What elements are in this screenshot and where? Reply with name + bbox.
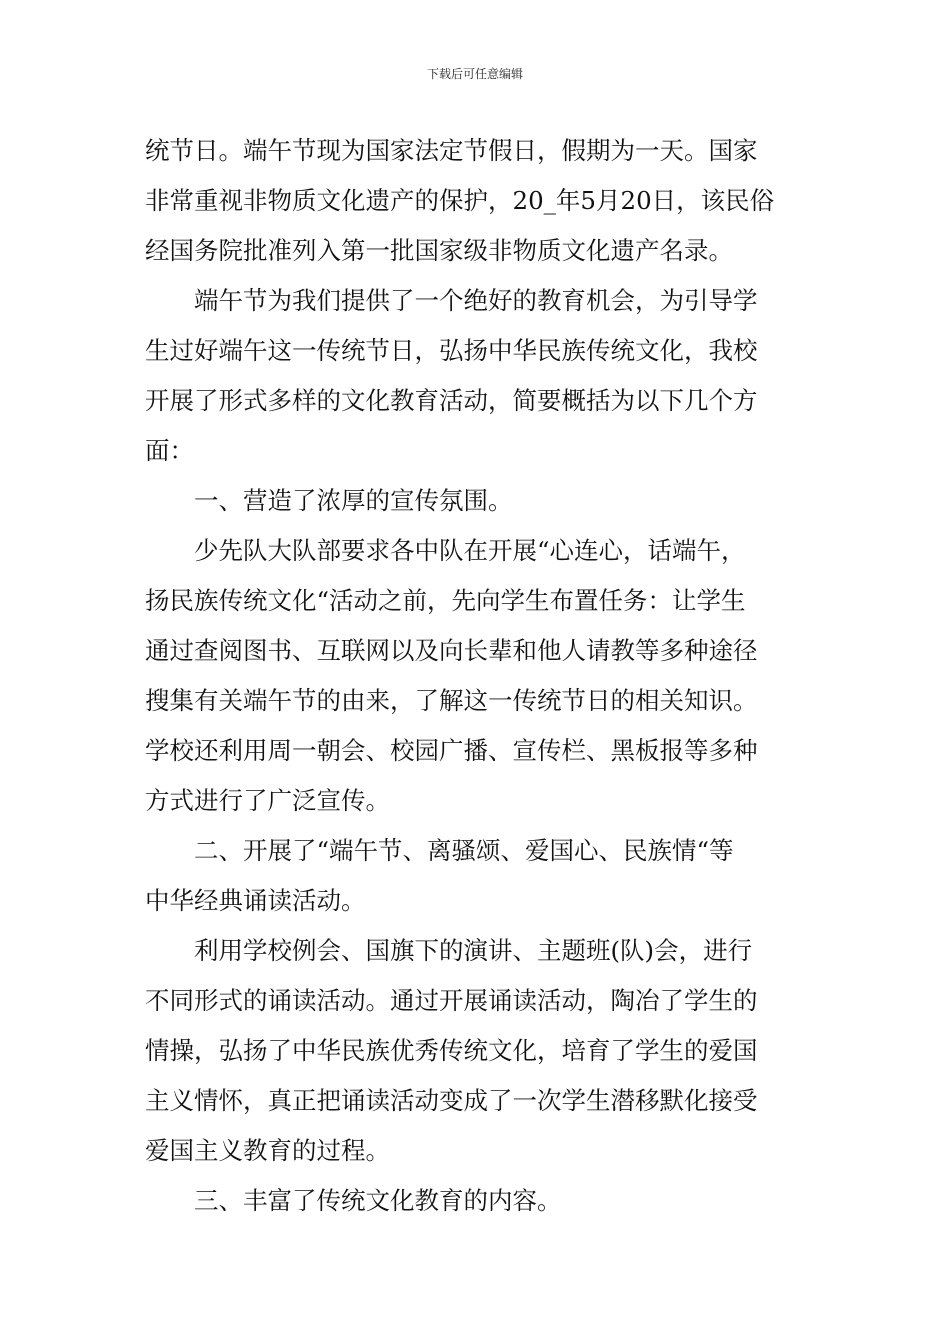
paragraph-1: 统节日。端午节现为国家法定节假日，假期为一天。国家 非常重视非物质文化遗产的保护，20_年5月20日，该民俗 经国务院批准列入第一批国家级非物质文化遗产名录。 xyxy=(145,136,775,265)
paragraph-4: 利用学校例会、国旗下的演讲、主题班(队)会，进行 不同形式的诵读活动。通过开展诵读活动，陶冶了学生的 情操，弘扬了中华民族优秀传统文化，培育了学生的爱国 主义情怀，真正把诵读活动变成了一次学生潜移默化接受 爱国主义教育的过程。 xyxy=(145,936,758,1165)
section-heading-1: 一、营造了浓厚的宣传氛围。 xyxy=(194,486,513,515)
paragraph-2: 端午节为我们提供了一个绝好的教育机会，为引导学 生过好端午这一传统节日，弘扬中华民族传统文化，我校 开展了形式多样的文化教育活动，简要概括为以下几个方 面： xyxy=(145,286,758,465)
section-heading-3: 三、丰富了传统文化教育的内容。 xyxy=(194,1186,562,1215)
section-heading-2: 二、开展了“端午节、离骚颂、爱国心、民族情“等 中华经典诵读活动。 xyxy=(145,836,734,915)
paragraph-3: 少先队大队部要求各中队在开展“心连心，话端午， 扬民族传统文化“活动之前，先向学生布置任务：让学生 通过查阅图书、互联网以及向长辈和他人请教等多种途径 搜集有关端午节的由来，了解这一传统节日的相关知识。 学校还利用周一朝会、校园广播、宣传栏、黑板报等多种 方式进行了广泛宣传。 xyxy=(145,536,758,815)
document-body xyxy=(145,126,810,1226)
page-header: 下载后可任意编辑 xyxy=(426,67,523,81)
